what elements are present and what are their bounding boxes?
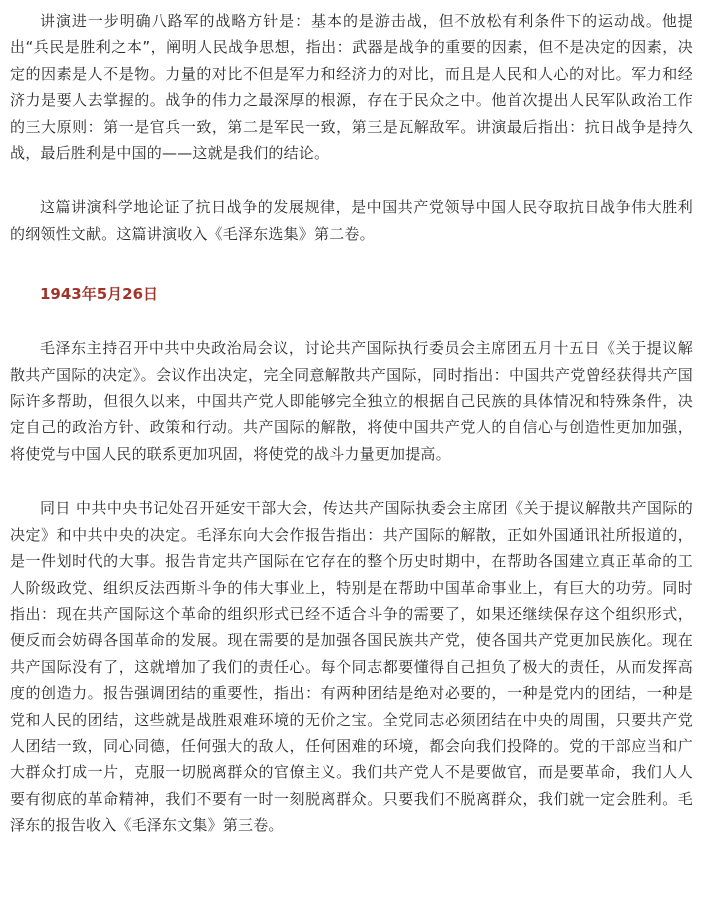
paragraph-speech-significance: 这篇讲演科学地论证了抗日战争的发展规律，是中国共产党领导中国人民夺取抗日战争伟大胜利的纲领性文献。这篇讲演收入《毛泽东选集》第二卷。 [10,198,693,243]
paragraph-speech-strategy: 讲演进一步明确八路军的战略方针是：基本的是游击战，但不放松有利条件下的运动战。他提出“兵民是胜利之本”，阐明人民战争思想，指出：武器是战争的重要的因素，但不是决定的因素，决定的因素是人不是物。力量的对比不但是军力和经济力的对比，而且是人民和人心的对比。军力和经济力是要人去掌握的。战争的伟力之最深厚的根源，存在于民众之中。他首次提出人民军队政治工作的三大原则：第一是官兵一致，第二是军民一致，第三是瓦解敌军。讲演最后指出：抗日战争是持久战，最后胜利是中国的——这就是我们的结论。 [10,12,693,163]
paragraph-cadre-conference: 同日 中共中央书记处召开延安干部大会，传达共产国际执委会主席团《关于提议解散共产国际的决定》和中共中央的决定。毛泽东向大会作报告指出：共产国际的解散，正如外国通讯社所报道的，是一件划时代的大事。报告肯定共产国际在它存在的整个历史时期中，在帮助各国建立真正革命的工人阶级政党、组织反法西斯斗争的伟大事业上，特别是在帮助中国革命事业上，有巨大的功劳。同时指出：现在共产国际这个革命的组织形式已经不适合斗争的需要了，如果还继续保存这个组织形式，便反而会妨碍各国革命的发展。现在需要的是加强各国民族共产党，使各国共产党更加民族化。现在共产国际没有了，这就增加了我们的责任心。每个同志都要懂得自己担负了极大的责任，从而发挥高度的创造力。报告强调团结的重要性，指出：有两种团结是绝对必要的，一种是党内的团结，一种是党和人民的团结，这些就是战胜艰难环境的无价之宝。全党同志必须团结在中央的周围，只要共产党人团结一致，同心同德，任何强大的敌人，任何困难的环境，都会向我们投降的。党的干部应当和广大群众打成一片，克服一切脱离群众的官僚主义。我们共产党人不是要做官，而是要革命，我们人人要有彻底的革命精神，我们不要有一时一刻脱离群众。只要我们不脱离群众，我们就一定会胜利。毛泽东的报告收入《毛泽东文集》第三卷。 [10,499,693,835]
paragraph-politburo-meeting: 毛泽东主持召开中共中央政治局会议，讨论共产国际执行委员会主席团五月十五日《关于提议解散共产国际的决定》。会议作出决定，完全同意解散共产国际，同时指出：中国共产党曾经获得共产国际许多帮助，但很久以来，中国共产党人即能够完全独立的根据自己民族的具体情况和特殊条件，决定自己的政治方针、政策和行动。共产国际的解散，将使中国共产党人的自信心与创造性更加加强，将使党与中国人民的联系更加巩固，将使党的战斗力量更加提高。 [10,339,693,463]
date-heading: 1943年5月26日 [40,285,159,304]
